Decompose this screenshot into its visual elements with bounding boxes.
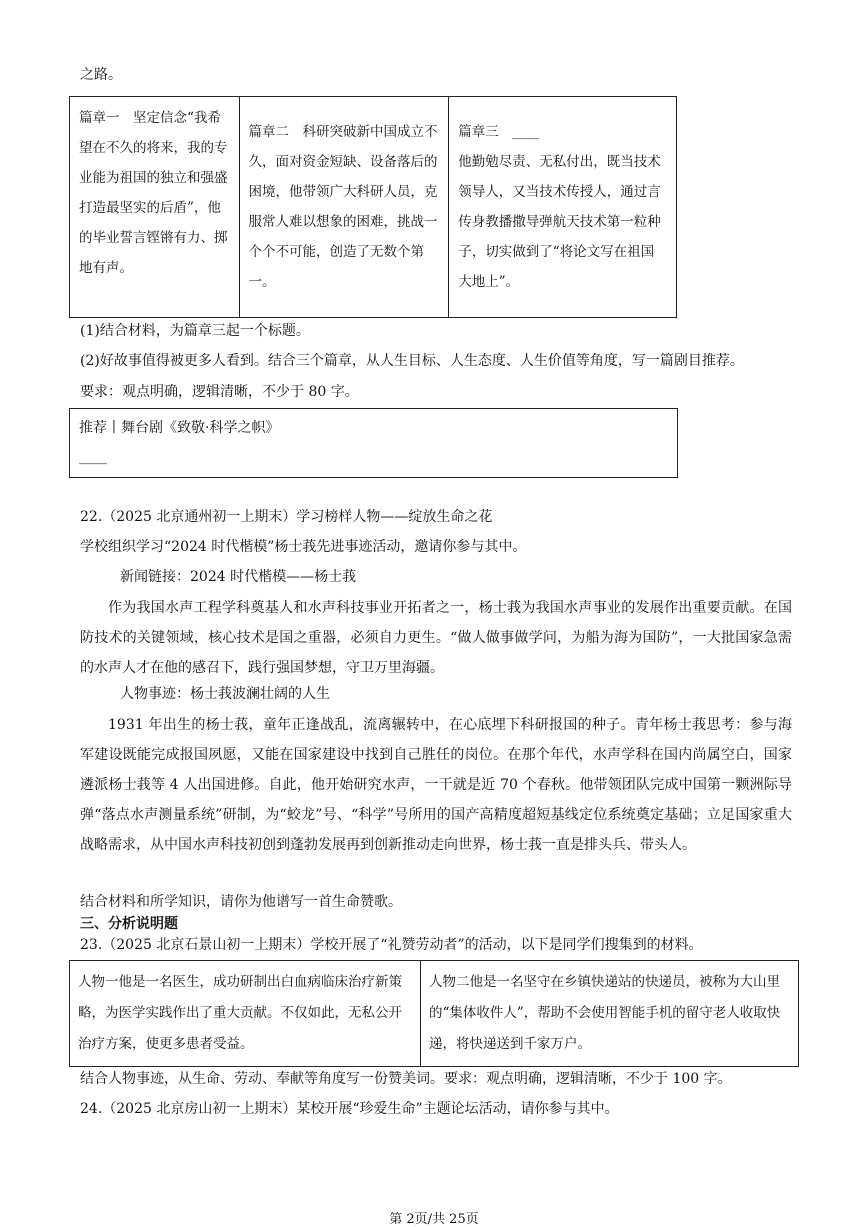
recommendation-blank[interactable]: ____ (79, 449, 107, 465)
chapter-1-cell: 篇章一 坚定信念“我希望在不久的将来，我的专业能为祖国的独立和强盛打造最坚实的后盾”，他的毕业誓言铿锵有力、掷地有声。 (70, 97, 240, 318)
news-body: 作为我国水声工程学科奠基人和水声科技事业开拓者之一，杨士莪为我国水声事业的发展作出重要贡献。在国防技术的关键领域，核心技术是国之重器，必须自力更生。“做人做事做学问，为船为海为国防”，一大批国家急需的水声人才在他的感召下，践行强国梦想，守卫万里海疆。 (80, 600, 792, 676)
q24-title: 24.（2025 北京房山初一上期末）某校开展“珍爱生命”主题论坛活动，请你参与其中。 (80, 1101, 619, 1117)
chapters-table (69, 96, 677, 318)
recommendation-box (69, 408, 678, 478)
chapter-3-cell: 篇章三 ____ 他勤勉尽责、无私付出，既当技术领导人，又当技术传授人，通过言传身教播撒导弹航天技术第一粒种子，切实做到了“将论文写在祖国大地上”。 (449, 97, 677, 318)
question-2-requirement: 要求：观点明确，逻辑清晰，不少于 80 字。 (80, 384, 359, 400)
deeds-heading: 人物事迹：杨士莪波澜壮阔的人生 (120, 686, 330, 702)
person-1-cell: 人物一他是一名医生，成功研制出白血病临床治疗新策略，为医学实践作出了重大贡献。不仅如此，无私公开治疗方案，使更多患者受益。 (70, 961, 421, 1067)
persons-table (69, 960, 799, 1067)
top-line: 之路。 (80, 67, 122, 83)
person-2-cell: 人物二他是一名坚守在乡镇快递站的快递员，被称为大山里的“集体收件人”，帮助不会使用智能手机的留守老人收取快递，将快递送到千家万户。 (421, 961, 799, 1067)
page-footer: 第 2页/共 25页 (389, 1212, 479, 1227)
news-heading: 新闻链接：2024 时代楷模——杨士莪 (120, 569, 357, 585)
section-3-heading: 三、分析说明题 (80, 916, 178, 932)
question-2: (2)好故事值得被更多人看到。结合三个篇章，从人生目标、人生态度、人生价值等角度，写一篇剧目推荐。 (80, 353, 744, 369)
chapter-2-cell: 篇章二 科研突破新中国成立不久，面对资金短缺、设备落后的困境，他带领广大科研人员，克服常人难以想象的困难，挑战一个个不可能，创造了无数个第一。 (239, 97, 449, 318)
q22-title: 22.（2025 北京通州初一上期末）学习榜样人物——绽放生命之花 (80, 509, 493, 525)
q22-intro: 学校组织学习“2024 时代楷模”杨士莪先进事迹活动，邀请你参与其中。 (80, 539, 527, 555)
q23-task: 结合人物事迹，从生命、劳动、奉献等角度写一份赞美词。要求：观点明确，逻辑清晰，不少于 100 字。 (80, 1071, 732, 1087)
q22-task: 结合材料和所学知识，请你为他谱写一首生命赞歌。 (80, 894, 402, 910)
q23-title: 23.（2025 北京石景山初一上期末）学校开展了“礼赞劳动者”的活动，以下是同学们搜集到的材料。 (80, 937, 703, 953)
recommendation-title: 推荐丨舞台剧《致敬·科学之帜》 (79, 420, 280, 436)
question-1: (1)结合材料，为篇章三起一个标题。 (80, 323, 310, 339)
deeds-body: 1931 年出生的杨士莪，童年正逢战乱，流离辗转中，在心底埋下科研报国的种子。青年杨士莪思考：参与海军建设既能完成报国夙愿，又能在国家建设中找到自己胜任的岗位。在那个年代，水声学科在国内尚属空白，国家遴派杨士莪等 4 人出国进修。自此，他开始研究水声，一干就是近 70 个春秋。他带领团队完成中国第一颗洲际导弹“落点水声测量系统”研制，为“蛟龙”号、“科学”号所用的国产高精度超短基线定位系统奠定基础；立足国家重大战略需求，从中国水声科技初创到蓬勃发展再到创新推动走向世界，杨士莪一直是排头兵、带头人。 (80, 717, 792, 853)
